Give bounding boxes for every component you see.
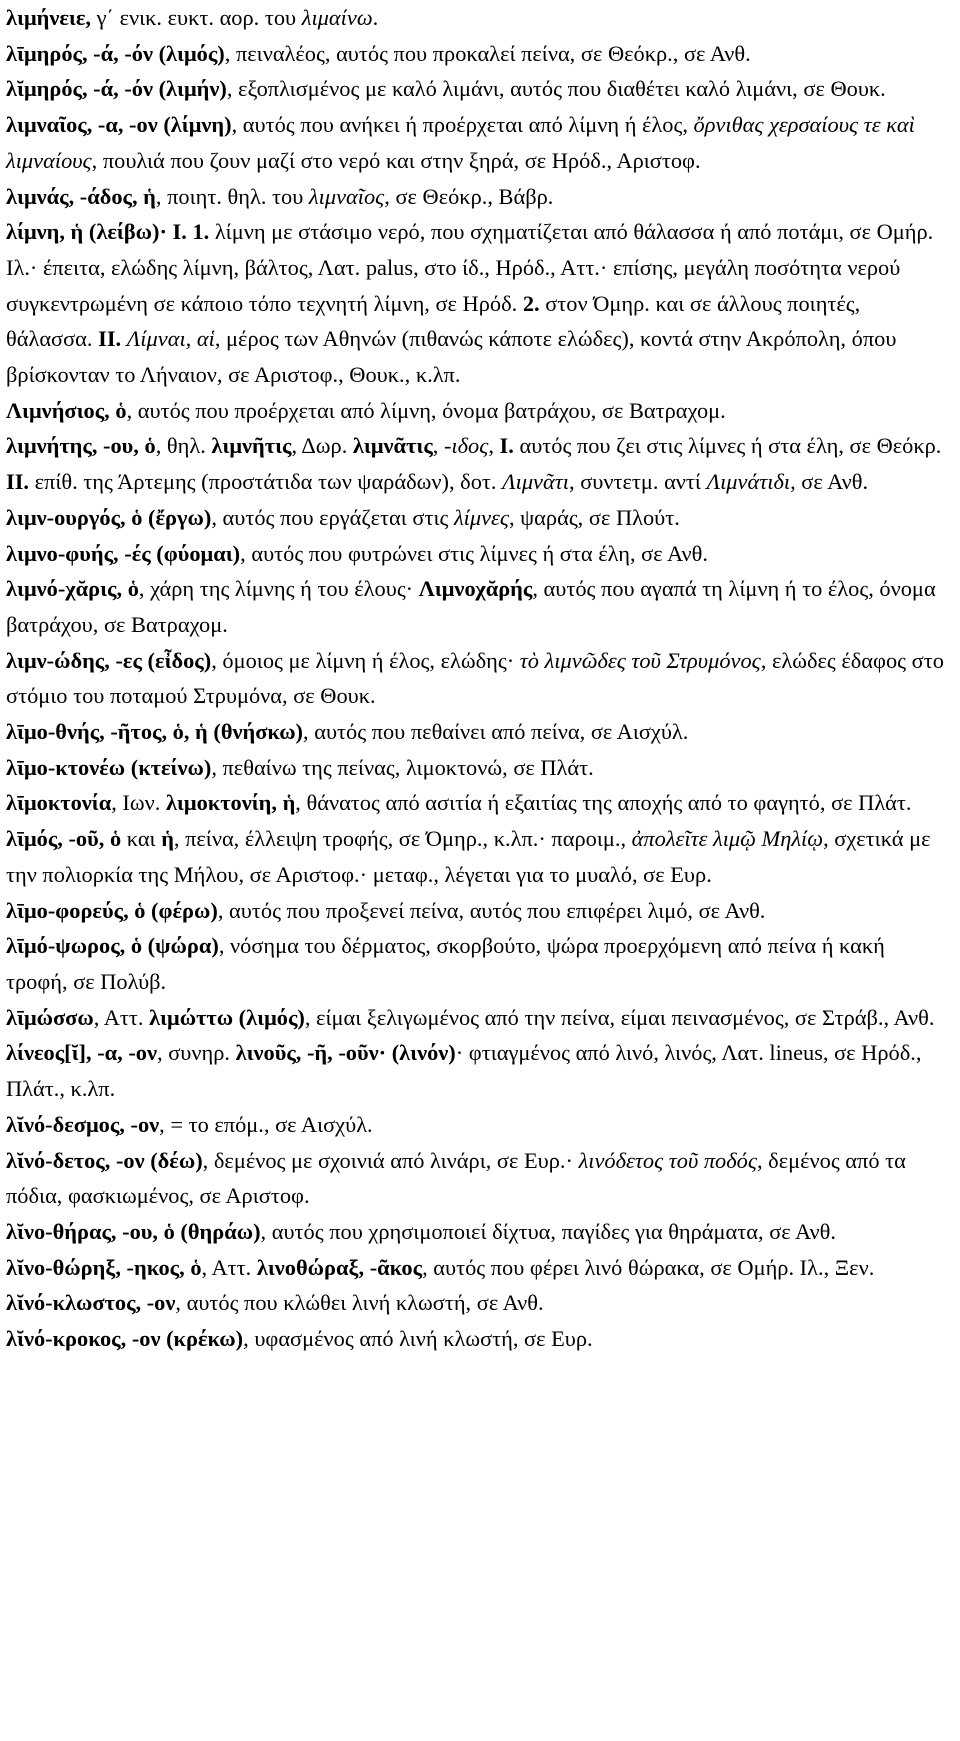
entry-text: , δεμένος από τα πόδια, φασκιωμένος, σε Αριστοφ. bbox=[6, 1147, 906, 1209]
dictionary-entry bbox=[6, 1000, 946, 1036]
entry-text: , Δωρ. bbox=[291, 433, 353, 459]
dictionary-entry bbox=[6, 750, 946, 786]
entry-text: , bbox=[488, 433, 500, 459]
entry-headword: λῑμο-θνής, -ῆτος, ὁ, ἡ (θνήσκω) bbox=[6, 719, 304, 745]
entry-italic-text: Λιμνᾶτι bbox=[502, 469, 569, 495]
entry-italic-text: λιμναῖος bbox=[308, 183, 385, 209]
entry-text: , θηλ. bbox=[155, 433, 212, 459]
entry-text: , αυτός που προέρχεται από λίμνη, όνομα βατράχου, σε Βατραχομ. bbox=[126, 397, 726, 423]
entry-bold-text: λιμνῆτις bbox=[211, 433, 292, 459]
entry-headword: λιμνο-φυής, -ές (φύομαι) bbox=[6, 540, 241, 566]
entry-text: , αυτός που πεθαίνει από πείνα, σε Αισχύλ. bbox=[303, 719, 689, 745]
entry-bold-text: 2. bbox=[522, 290, 540, 316]
entry-headword: λῐμηρός, -ά, -όν (λιμήν) bbox=[6, 76, 227, 102]
entry-text: , όμοιος με λίμνη ή έλος, ελώδης· bbox=[211, 647, 520, 673]
entry-text: , Αττ. bbox=[93, 1004, 150, 1030]
entry-italic-text: τὸ λιμνῶδες τοῦ Στρυμόνος bbox=[519, 647, 761, 673]
dictionary-entry bbox=[6, 107, 946, 178]
dictionary-entry bbox=[6, 1107, 946, 1143]
entry-text: , είμαι ξελιγωμένος από την πείνα, είμαι πεινασμένος, σε Στράβ., Ανθ. bbox=[304, 1004, 935, 1030]
entry-headword: λῐνο-θώρηξ, -ηκος, ὁ bbox=[6, 1254, 202, 1280]
entry-headword: λῑμός, -οῦ, ὁ bbox=[6, 826, 122, 852]
entry-text: , θάνατος από ασιτία ή εξαιτίας της αποχής από το φαγητό, σε Πλάτ. bbox=[295, 790, 912, 816]
entry-italic-text: ὄρνιθας χερσαίους τε καὶ λιμναίους bbox=[6, 112, 915, 173]
entry-headword: λῑμό-ψωρος, ὁ (ψώρα) bbox=[6, 933, 219, 959]
entry-italic-text: λίμνες bbox=[453, 504, 509, 530]
entry-bold-text: λιμώττω (λιμός) bbox=[149, 1004, 305, 1030]
dictionary-entry bbox=[6, 71, 946, 107]
entry-headword: λιμνήτης, -ου, ὁ bbox=[6, 433, 156, 459]
entry-text: , ψαράς, σε Πλούτ. bbox=[508, 504, 680, 530]
entry-bold-text: Λιμνοχᾰρής bbox=[418, 576, 533, 602]
dictionary-entry bbox=[6, 714, 946, 750]
entry-bold-text: λιμοκτονίη, ἡ bbox=[165, 790, 296, 816]
dictionary-entry bbox=[6, 428, 946, 499]
dictionary-entry bbox=[6, 36, 946, 72]
entry-text: , σχετικά με την πολιορκία της Μήλου, σε Αριστοφ.· μεταφ., λέγεται για το μυαλό, σε Ευρ. bbox=[6, 826, 931, 887]
dictionary-entry bbox=[6, 393, 946, 429]
entry-text: , συντετμ. αντί bbox=[569, 469, 707, 495]
entry-text: , δεμένος με σχοινιά από λινάρι, σε Ευρ.· bbox=[202, 1147, 579, 1173]
dictionary-entry bbox=[6, 643, 946, 714]
entry-headword: λιμναῖος, -α, -ον (λίμνη) bbox=[6, 112, 232, 138]
entry-bold-text: II. bbox=[6, 469, 30, 495]
entry-text: , μέρος των Αθηνών (πιθανώς κάποτε ελώδες), κοντά στην Ακρόπολη, όπου βρίσκονταν το Λήναιον, σε Αριστοφ., Θουκ., κ.λπ. bbox=[6, 326, 897, 388]
entry-headword: Λιμνήσιος, ὁ bbox=[6, 397, 127, 423]
entry-bold-text: II. bbox=[98, 326, 122, 352]
entry-text: , εξοπλισμένος με καλό λιμάνι, αυτός που διαθέτει καλό λιμάνι, σε Θουκ. bbox=[226, 76, 886, 102]
entry-headword: λιμν-ουργός, ὁ (ἔργω) bbox=[6, 504, 212, 530]
entry-text: , ελώδες έδαφος στο στόμιο του ποταμού Στρυμόνα, σε Θουκ. bbox=[6, 647, 944, 709]
entry-text: , Αττ. bbox=[201, 1254, 257, 1280]
entry-text: , σε Ανθ. bbox=[790, 469, 869, 495]
entry-text: στον Όμηρ. και σε άλλους ποιητές, θάλασσα. bbox=[6, 290, 861, 352]
entry-text: , αυτός που εργάζεται στις bbox=[211, 504, 454, 530]
dictionary-entry bbox=[6, 893, 946, 929]
entry-headword: λῐνό-δετος, -ον (δέω) bbox=[6, 1147, 203, 1173]
entry-text: , συνηρ. bbox=[157, 1040, 236, 1066]
dictionary-entry bbox=[6, 0, 946, 36]
entry-headword: λιμνό-χᾰρις, ὁ bbox=[6, 576, 139, 602]
entry-text: , νόσημα του δέρματος, σκορβούτο, ψώρα προερχόμενη από πείνα ή κακή τροφή, σε Πολύβ. bbox=[6, 933, 885, 994]
entry-text: γ΄ ενικ. ευκτ. αορ. του bbox=[91, 5, 302, 30]
entry-bold-text: I. bbox=[499, 433, 514, 459]
dictionary-entry bbox=[6, 536, 946, 572]
dictionary-entry bbox=[6, 1214, 946, 1250]
dictionary-entry bbox=[6, 500, 946, 536]
entry-headword: λῑμοκτονία bbox=[6, 790, 112, 816]
entry-text: , αυτός που φέρει λινό θώρακα, σε Ομήρ. Ιλ., Ξεν. bbox=[422, 1254, 875, 1280]
dictionary-entry bbox=[6, 214, 946, 393]
entry-text: αυτός που ζει στις λίμνες ή στα έλη, σε Θεόκρ. bbox=[513, 433, 942, 459]
dictionary-entry bbox=[6, 1035, 946, 1106]
dictionary-entry bbox=[6, 1321, 946, 1357]
dictionary-entry bbox=[6, 571, 946, 642]
entry-text: , bbox=[432, 433, 444, 459]
dictionary-entry bbox=[6, 785, 946, 821]
entry-text: λίμνη με στάσιμο νερό, που σχηματίζεται από θάλασσα ή από ποτάμι, σε Ομήρ. Ιλ.· έπειτα, ελώδης λίμνη, βάλτος, Λατ. palus, στο ίδ., Ηρόδ., Αττ.· επίσης, μεγάλη ποσότητα νερού συγκεντρωμένη σε κάποιο τόπο τεχνητή λίμνη, σε Ηρόδ. bbox=[6, 219, 934, 316]
entry-text: , αυτός που φυτρώνει στις λίμνες ή στα έλη, σε Ανθ. bbox=[240, 540, 708, 566]
entry-headword: λῑμηρός, -ά, -όν (λιμός) bbox=[6, 40, 225, 66]
entry-text: , αυτός που ανήκει ή προέρχεται από λίμνη ή έλος, bbox=[231, 112, 694, 138]
entry-italic-text: λιμαίνω bbox=[301, 5, 373, 30]
entry-text: , Ιων. bbox=[111, 790, 166, 816]
entry-headword: λίνεος[ῐ], -α, -ον bbox=[6, 1040, 158, 1066]
entry-text: , χάρη της λίμνης ή του έλους· bbox=[138, 576, 419, 602]
entry-text: , πεθαίνω της πείνας, λιμοκτονώ, σε Πλάτ. bbox=[211, 754, 594, 780]
entry-bold-text: λιμνᾶτις bbox=[352, 433, 433, 459]
entry-headword: λιμήνειε, bbox=[6, 5, 92, 30]
entry-italic-text: ἀπολεῖτε λιμῷ Μηλίῳ bbox=[631, 826, 824, 852]
dictionary-entry bbox=[6, 179, 946, 215]
entry-bold-text: λινοῦς, -ῆ, -οῦν· (λινόν) bbox=[235, 1040, 456, 1066]
entry-headword: λῑμο-κτονέω (κτείνω) bbox=[6, 754, 212, 780]
entry-text: και bbox=[121, 826, 162, 852]
entry-text: , σε Θεόκρ., Βάβρ. bbox=[384, 183, 554, 209]
entry-text: , = το επόμ., σε Αισχύλ. bbox=[159, 1111, 373, 1137]
entry-text: · φτιαγμένος από λινό, λινός, Λατ. lineus, σε Ηρόδ., Πλάτ., κ.λπ. bbox=[6, 1040, 922, 1102]
entry-list bbox=[6, 0, 946, 1357]
entry-headword: λιμν-ώδης, -ες (εἶδος) bbox=[6, 647, 212, 673]
entry-text: . bbox=[372, 5, 379, 30]
entry-text: , αυτός που χρησιμοποιεί δίχτυα, παγίδες για θηράματα, σε Ανθ. bbox=[260, 1218, 836, 1244]
entry-italic-text: Λίμναι, αἱ bbox=[126, 326, 215, 352]
entry-text: , πειναλέος, αυτός που προκαλεί πείνα, σε Θεόκρ., σε Ανθ. bbox=[224, 40, 751, 66]
entry-text: επίθ. της Άρτεμης (προστάτιδα των ψαράδων), δοτ. bbox=[29, 469, 503, 495]
entry-text: , αυτός που αγαπά τη λίμνη ή το έλος, όνομα βατράχου, σε Βατραχομ. bbox=[6, 576, 936, 637]
entry-text: , υφασμένος από λινή κλωστή, σε Ευρ. bbox=[243, 1326, 593, 1352]
entry-headword: λιμνάς, -άδος, ἡ bbox=[6, 183, 156, 209]
entry-bold-text: ἡ bbox=[161, 826, 174, 852]
dictionary-entry bbox=[6, 1285, 946, 1321]
entry-text: , πείνα, έλλειψη τροφής, σε Όμηρ., κ.λπ.· παροιμ., bbox=[173, 826, 632, 852]
entry-headword: λῐνο-θήρας, -ου, ὁ (θηράω) bbox=[6, 1218, 261, 1244]
dictionary-entry bbox=[6, 821, 946, 892]
entry-text: , ποιητ. θηλ. του bbox=[155, 183, 309, 209]
entry-headword: λῐνό-δεσμος, -ον bbox=[6, 1111, 160, 1137]
entry-headword: λῑμώσσω bbox=[6, 1004, 94, 1030]
entry-bold-text: λινοθώραξ, -ᾶκος bbox=[256, 1254, 423, 1280]
entry-headword: λίμνη, ἡ (λείβω)· I. 1. bbox=[6, 219, 210, 245]
entry-headword: λῐνό-κροκος, -ον (κρέκω) bbox=[6, 1326, 244, 1352]
entry-text: , αυτός που κλώθει λινή κλωστή, σε Ανθ. bbox=[175, 1290, 544, 1316]
entry-headword: λῑμο-φορεύς, ὁ (φέρω) bbox=[6, 897, 218, 923]
entry-text: , αυτός που προξενεί πείνα, αυτός που επιφέρει λιμό, σε Ανθ. bbox=[217, 897, 766, 923]
entry-italic-text: -ιδος bbox=[443, 433, 489, 459]
entry-headword: λῐνό-κλωστος, -ον bbox=[6, 1290, 176, 1316]
dictionary-entry bbox=[6, 928, 946, 999]
entry-italic-text: Λιμνάτιδι bbox=[706, 469, 791, 495]
entry-text: , πουλιά που ζουν μαζί στο νερό και στην ξηρά, σε Ηρόδ., Αριστοφ. bbox=[91, 147, 701, 173]
dictionary-entry bbox=[6, 1250, 946, 1286]
entry-italic-text: λινόδετος τοῦ ποδός bbox=[578, 1147, 757, 1173]
dictionary-entry bbox=[6, 1143, 946, 1214]
